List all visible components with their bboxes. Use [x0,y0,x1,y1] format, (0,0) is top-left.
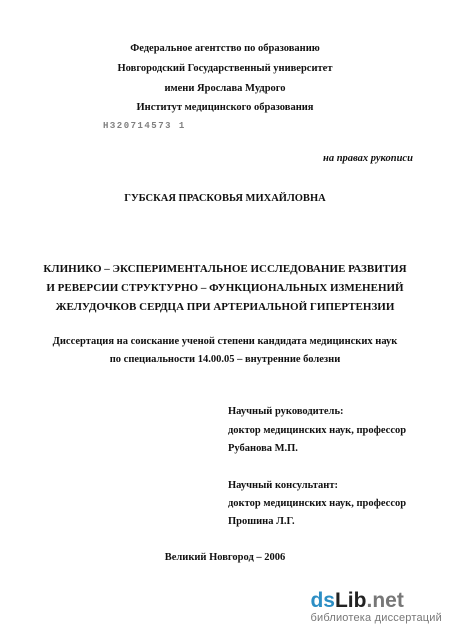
city-year: Великий Новгород – 2006 [164,552,286,563]
library-stamp: НЗ20714573 1 [103,121,186,131]
title-line-3: ЖЕЛУДОЧКОВ СЕРДЦА ПРИ АРТЕРИАЛЬНОЙ ГИПЕРТЕНЗИИ [55,301,395,313]
header-line-1: Федеральное агентство по образованию [130,43,320,54]
watermark-subtitle: библиотека диссертаций [310,612,442,624]
supervisor-degree: доктор медицинских наук, профессор [228,425,407,436]
supervisor-label: Научный руководитель: [228,406,344,417]
dissertation-line-2: по специальности 14.00.05 – внутренние болезни [109,354,341,365]
watermark-net: .net [366,589,404,612]
author-name: ГУБСКАЯ ПРАСКОВЬЯ МИХАЙЛОВНА [124,193,326,204]
watermark-logo [310,590,442,612]
consultant-name: Прошина Л.Г. [228,516,295,527]
supervisor-name: Рубанова М.П. [228,443,298,454]
title-line-1: КЛИНИКО – ЭКСПЕРИМЕНТАЛЬНОЕ ИССЛЕДОВАНИЕ РАЗВИТИЯ [43,263,407,275]
dissertation-line-1: Диссертация на соискание ученой степени кандидата медицинских наук [52,336,398,347]
watermark-lib: Lib [334,589,367,612]
watermark-ds: ds [310,589,335,612]
manuscript-rights-note: на правах рукописи [323,153,413,164]
header-line-4: Институт медицинского образования [136,102,314,113]
dslib-watermark[interactable] [310,590,442,625]
consultant-degree: доктор медицинских наук, профессор [228,498,407,509]
header-line-2: Новгородский Государственный университет [117,63,333,74]
header-line-3: имени Ярослава Мудрого [164,83,286,94]
title-line-2: И РЕВЕРСИИ СТРУКТУРНО – ФУНКЦИОНАЛЬНЫХ ИЗМЕНЕНИЙ [46,282,404,294]
consultant-label: Научный консультант: [228,480,338,491]
